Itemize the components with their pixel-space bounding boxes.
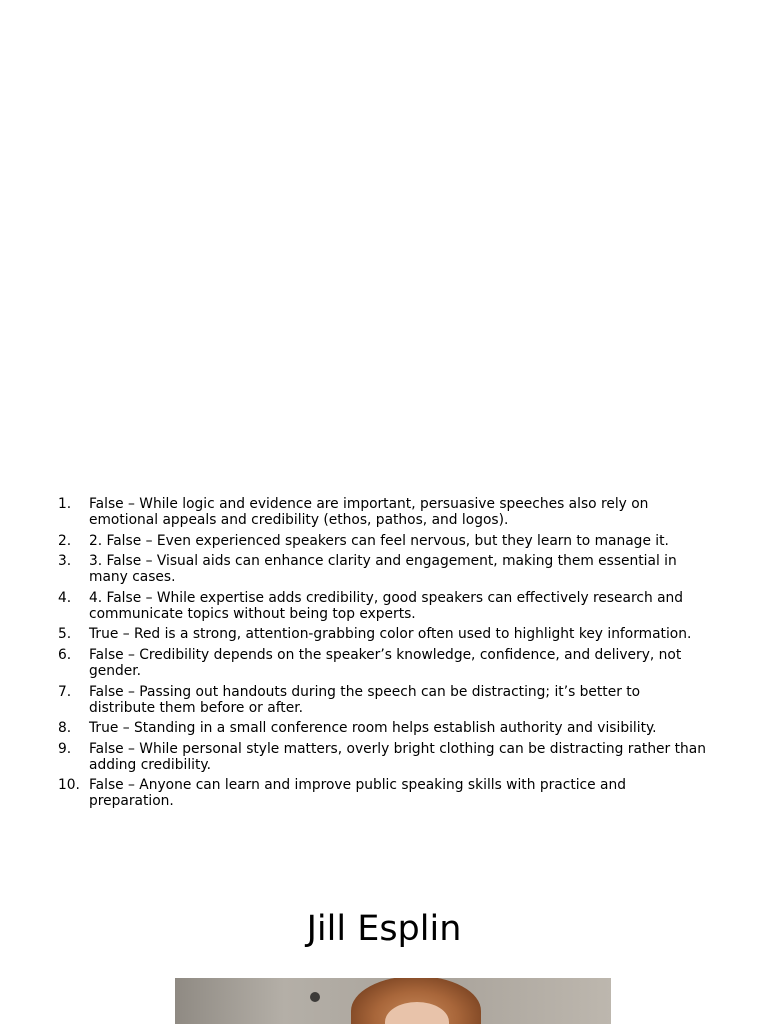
answer-text: True – Red is a strong, attention-grabbing color often used to highlight key information. (89, 626, 692, 643)
answer-text: False – Credibility depends on the speaker’s knowledge, confidence, and delivery, not gender. (89, 646, 682, 679)
answer-text: False – Passing out handouts during the speech can be distracting; it’s better to distribute them before or after. (89, 683, 641, 716)
answer-text: True – Standing in a small conference room helps establish authority and visibility. (89, 720, 657, 737)
answer-item-6 (58, 647, 708, 679)
answer-item-7 (58, 684, 708, 716)
portrait-photo (175, 978, 611, 1024)
answer-list (58, 496, 708, 814)
answer-item-1 (58, 496, 708, 528)
answer-item-8 (58, 720, 708, 736)
answer-number: 6. (58, 646, 72, 663)
answer-number: 10. (58, 777, 80, 794)
answer-item-3 (58, 553, 708, 585)
answer-text: 3. False – Visual aids can enhance clarity and engagement, making them essential in many cases. (89, 553, 677, 586)
answer-text: 2. False – Even experienced speakers can feel nervous, but they learn to manage it. (89, 532, 669, 549)
name-heading: Jill Esplin (306, 909, 462, 949)
answer-number: 1. (58, 496, 72, 512)
answer-text: False – Anyone can learn and improve public speaking skills with practice and preparation. (89, 777, 626, 810)
answer-item-2 (58, 533, 708, 549)
answer-text: False – While logic and evidence are important, persuasive speeches also rely on emotional appeals and credibility (ethos, pathos, and logos). (89, 496, 649, 528)
answer-number: 4. (58, 589, 72, 606)
answer-number: 9. (58, 740, 72, 757)
wall-fixture (310, 992, 320, 1002)
answer-item-10 (58, 777, 708, 809)
answer-number: 7. (58, 683, 72, 700)
answer-number: 8. (58, 720, 72, 737)
answer-item-4 (58, 590, 708, 622)
answer-item-5 (58, 626, 708, 642)
answer-item-9 (58, 741, 708, 773)
answer-text: False – While personal style matters, overly bright clothing can be distracting rather than adding credibility. (89, 740, 706, 773)
answer-number: 5. (58, 626, 72, 643)
answer-number: 3. (58, 553, 72, 570)
answer-number: 2. (58, 532, 72, 549)
answer-text: 4. False – While expertise adds credibility, good speakers can effectively research and communicate topics without being top experts. (89, 589, 684, 622)
